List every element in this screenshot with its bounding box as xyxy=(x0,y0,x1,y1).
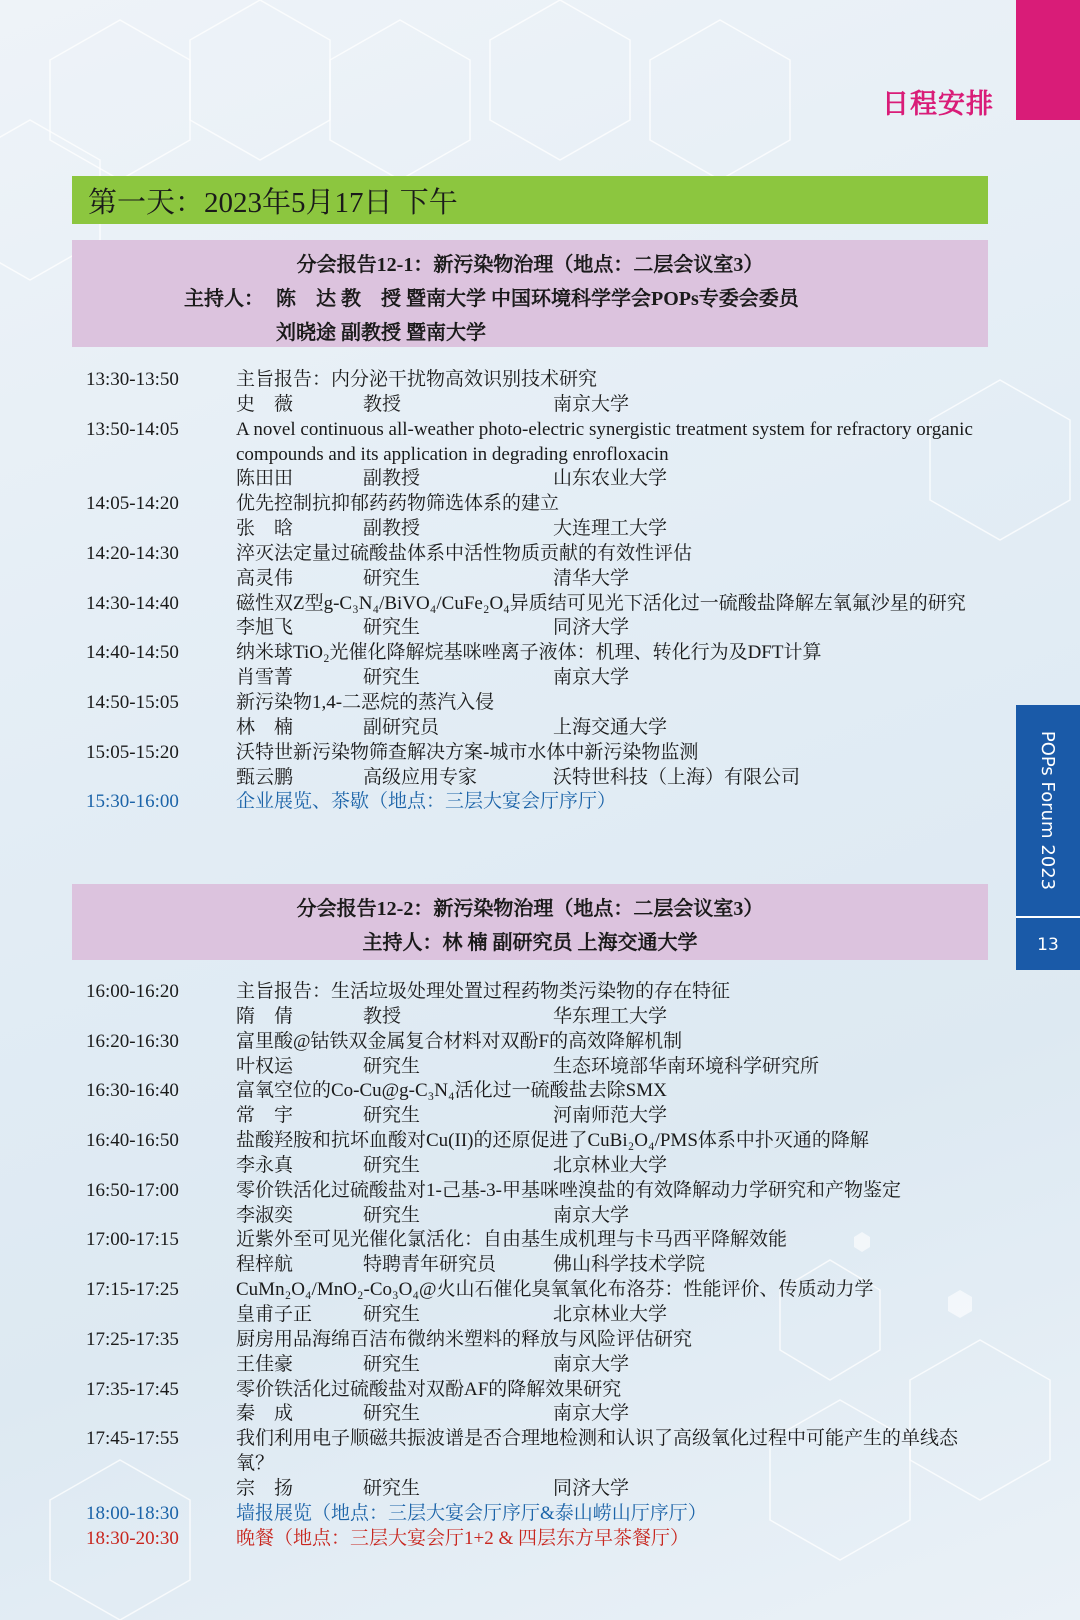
schedule-item xyxy=(86,1427,991,1502)
talk-title: 富氧空位的Co-Cu@g-C₃N₄活化过一硫酸盐去除SMX xyxy=(236,1080,667,1102)
talk-title: CuMn₂O₄/MnO₂-Co₃O₄@火山石催化臭氧氧化布洛芬：性能评价、传质动力学 xyxy=(236,1279,874,1301)
time-slot: 14:50-15:05 xyxy=(86,691,179,713)
break-item xyxy=(86,790,991,815)
speaker-name: 甄云鹏 xyxy=(236,766,294,788)
speaker-position: 研究生 xyxy=(363,1403,421,1425)
time-slot: 16:20-16:30 xyxy=(86,1030,179,1052)
speaker-name: 肖雪菁 xyxy=(236,667,294,689)
speaker-affiliation: 华东理工大学 xyxy=(553,1005,668,1027)
speaker-affiliation: 南京大学 xyxy=(553,1403,630,1425)
schedule-item xyxy=(86,980,991,1030)
day-heading-bar xyxy=(72,176,988,224)
speaker-name: 李永真 xyxy=(236,1154,294,1176)
speaker-affiliation: 生态环境部华南环境科学研究所 xyxy=(553,1055,820,1077)
speaker-affiliation: 同济大学 xyxy=(553,617,630,639)
session-title: 分会报告12-1：新污染物治理（地点：二层会议室3） xyxy=(296,254,764,276)
speaker-affiliation: 河南师范大学 xyxy=(553,1105,668,1127)
speaker-affiliation: 南京大学 xyxy=(553,393,630,415)
schedule-list-1 xyxy=(86,368,991,815)
session-header-2 xyxy=(72,884,988,960)
session-title: 分会报告12-2：新污染物治理（地点：二层会议室3） xyxy=(296,898,764,920)
talk-title: 主旨报告：生活垃圾处理处置过程药物类污染物的存在特征 xyxy=(236,981,731,1002)
speaker-name: 王佳豪 xyxy=(236,1353,294,1375)
talk-title: 沃特世新污染物筛查解决方案-城市水体中新污染物监测 xyxy=(236,741,699,763)
speaker-position: 研究生 xyxy=(363,1154,421,1176)
host-label: 主持人： xyxy=(184,288,264,310)
schedule-item xyxy=(86,641,991,691)
speaker-name: 李淑奕 xyxy=(236,1204,294,1226)
speaker-name: 宗 扬 xyxy=(236,1477,294,1499)
talk-title: 优先控制抗抑郁药药物筛选体系的建立 xyxy=(236,493,560,515)
time-slot: 14:40-14:50 xyxy=(86,642,179,664)
speaker-affiliation: 北京林业大学 xyxy=(553,1154,668,1176)
forum-label: POPs Forum 2023 xyxy=(1037,730,1059,890)
talk-title: 零价铁活化过硫酸盐对1-己基-3-甲基咪唑溴盐的有效降解动力学研究和产物鉴定 xyxy=(236,1179,901,1201)
speaker-position: 研究生 xyxy=(363,567,421,589)
time-slot: 16:00-16:20 xyxy=(86,981,179,1002)
schedule-item xyxy=(86,1278,991,1328)
speaker-position: 研究生 xyxy=(363,1353,421,1375)
speaker-name: 程梓航 xyxy=(236,1254,294,1276)
speaker-affiliation: 佛山科学技术学院 xyxy=(553,1254,706,1276)
talk-title: 厨房用品海绵百洁布微纳米塑料的释放与风险评估研究 xyxy=(236,1328,693,1350)
time-slot: 16:30-16:40 xyxy=(86,1080,179,1102)
schedule-list-2 xyxy=(86,980,991,1551)
time-slot: 17:35-17:45 xyxy=(86,1378,179,1400)
speaker-affiliation: 清华大学 xyxy=(553,567,630,589)
talk-title: 富里酸@钴铁双金属复合材料对双酚F的高效降解机制 xyxy=(236,1030,683,1052)
speaker-position: 研究生 xyxy=(363,1303,421,1325)
speaker-position: 教授 xyxy=(363,393,402,415)
schedule-item xyxy=(86,1179,991,1229)
host-line: 陈 达 教 授 暨南大学 中国环境科学学会POPs专委会委员 xyxy=(276,288,799,310)
speaker-position: 研究生 xyxy=(363,617,421,639)
speaker-position: 副教授 xyxy=(363,468,421,490)
schedule-item xyxy=(86,741,991,791)
corner-accent-tab xyxy=(1016,0,1080,120)
speaker-name: 叶权运 xyxy=(236,1055,294,1077)
speaker-position: 研究生 xyxy=(363,1477,421,1499)
speaker-affiliation: 大连理工大学 xyxy=(553,518,668,540)
talk-title: A novel continuous all-weather photo-electric synergistic treatment system for refractory organic compounds and its application in degrading enrofloxacin xyxy=(236,418,973,465)
speaker-name: 皇甫子正 xyxy=(236,1303,313,1325)
dinner-item xyxy=(86,1527,991,1552)
speaker-position: 副研究员 xyxy=(363,716,440,738)
time-slot: 13:50-14:05 xyxy=(86,418,179,440)
speaker-name: 高灵伟 xyxy=(236,567,294,589)
speaker-affiliation: 南京大学 xyxy=(553,1353,630,1375)
speaker-name: 林 楠 xyxy=(236,716,294,738)
session-header-1 xyxy=(72,240,988,347)
side-tab-divider xyxy=(1016,916,1080,918)
time-slot: 17:25-17:35 xyxy=(86,1328,179,1350)
speaker-name: 秦 成 xyxy=(236,1403,294,1425)
speaker-position: 特聘青年研究员 xyxy=(363,1254,497,1276)
time-slot: 16:50-17:00 xyxy=(86,1179,179,1201)
talk-title: 纳米球TiO₂光催化降解烷基咪唑离子液体：机理、转化行为及DFT计算 xyxy=(236,642,822,664)
host-line: 主持人：林 楠 副研究员 上海交通大学 xyxy=(362,932,698,954)
time-slot: 14:20-14:30 xyxy=(86,542,179,564)
day-heading: 第一天：2023年5月17日 下午 xyxy=(88,186,458,219)
talk-title: 新污染物1,4-二恶烷的蒸汽入侵 xyxy=(236,691,495,713)
time-slot: 18:30-20:30 xyxy=(86,1527,179,1549)
talk-title: 盐酸羟胺和抗坏血酸对Cu(II)的还原促进了CuBi₂O₄/PMS体系中扑灭通的降解 xyxy=(236,1130,869,1152)
speaker-affiliation: 南京大学 xyxy=(553,1204,630,1226)
page-number: 13 xyxy=(1037,934,1059,955)
talk-title: 主旨报告：内分泌干扰物高效识别技术研究 xyxy=(236,369,598,390)
schedule-item xyxy=(86,592,991,642)
speaker-name: 史 薇 xyxy=(236,393,294,415)
speaker-affiliation: 南京大学 xyxy=(553,667,630,689)
dinner-text: 晚餐（地点：三层大宴会厅1+2 & 四层东方早茶餐厅） xyxy=(236,1527,689,1549)
schedule-item xyxy=(86,691,991,741)
speaker-position: 研究生 xyxy=(363,667,421,689)
schedule-item xyxy=(86,418,991,493)
speaker-name: 隋 倩 xyxy=(236,1005,294,1027)
schedule-item xyxy=(86,1129,991,1179)
speaker-position: 高级应用专家 xyxy=(363,766,478,788)
speaker-position: 研究生 xyxy=(363,1105,421,1127)
break-text: 企业展览、茶歇（地点：三层大宴会厅序厅） xyxy=(236,791,617,813)
time-slot: 17:15-17:25 xyxy=(86,1279,179,1301)
speaker-position: 副教授 xyxy=(363,518,421,540)
speaker-name: 李旭飞 xyxy=(236,617,294,639)
talk-title: 我们利用电子顺磁共振波谱是否合理地检测和认识了高级氧化过程中可能产生的单线态氧？ xyxy=(236,1428,959,1475)
time-slot: 17:45-17:55 xyxy=(86,1428,179,1450)
poster-text: 墙报展览（地点：三层大宴会厅序厅&泰山崂山厅序厅） xyxy=(236,1502,707,1524)
time-slot: 14:05-14:20 xyxy=(86,493,179,515)
speaker-affiliation: 沃特世科技（上海）有限公司 xyxy=(553,766,801,788)
speaker-affiliation: 北京林业大学 xyxy=(553,1303,668,1325)
time-slot: 18:00-18:30 xyxy=(86,1502,179,1524)
speaker-name: 陈田田 xyxy=(236,468,294,490)
host-line: 刘晓途 副教授 暨南大学 xyxy=(276,322,486,344)
speaker-position: 研究生 xyxy=(363,1055,421,1077)
time-slot: 14:30-14:40 xyxy=(86,592,179,614)
speaker-name: 张 晗 xyxy=(236,518,294,540)
section-title: 日程安排 xyxy=(882,89,994,120)
time-slot: 16:40-16:50 xyxy=(86,1130,179,1152)
talk-title: 近紫外至可见光催化氯活化：自由基生成机理与卡马西平降解效能 xyxy=(236,1229,788,1251)
side-tab xyxy=(1016,705,1080,970)
talk-title: 磁性双Z型g-C₃N₄/BiVO₄/CuFe₂O₄异质结可见光下活化过一硫酸盐降解左氧氟沙星的研究 xyxy=(236,592,966,614)
time-slot: 15:05-15:20 xyxy=(86,741,179,763)
time-slot: 13:30-13:50 xyxy=(86,369,179,390)
schedule-item xyxy=(86,542,991,592)
speaker-position: 研究生 xyxy=(363,1204,421,1226)
poster-item xyxy=(86,1502,991,1527)
speaker-position: 教授 xyxy=(363,1005,402,1027)
schedule-item xyxy=(86,1328,991,1378)
talk-title: 淬灭法定量过硫酸盐体系中活性物质贡献的有效性评估 xyxy=(236,542,693,564)
speaker-name: 常 宇 xyxy=(236,1105,294,1127)
time-slot: 15:30-16:00 xyxy=(86,791,179,813)
schedule-item xyxy=(86,1228,991,1278)
schedule-item xyxy=(86,1030,991,1080)
schedule-item xyxy=(86,1378,991,1428)
speaker-affiliation: 上海交通大学 xyxy=(553,716,668,738)
talk-title: 零价铁活化过硫酸盐对双酚AF的降解效果研究 xyxy=(236,1378,622,1400)
schedule-item xyxy=(86,368,991,418)
time-slot: 17:00-17:15 xyxy=(86,1229,179,1251)
speaker-affiliation: 山东农业大学 xyxy=(553,468,668,490)
schedule-item xyxy=(86,1079,991,1129)
schedule-item xyxy=(86,492,991,542)
speaker-affiliation: 同济大学 xyxy=(553,1477,630,1499)
